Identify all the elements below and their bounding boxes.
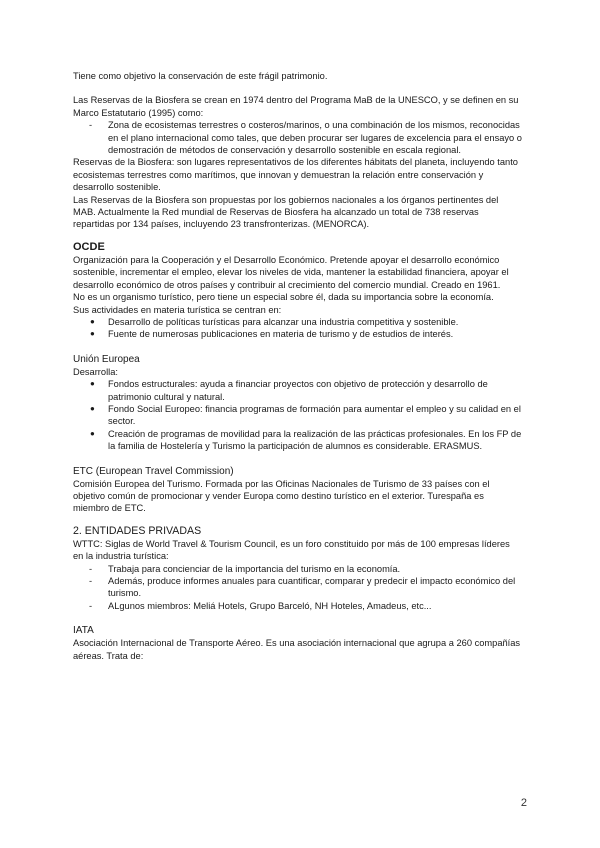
page-number: 2 (520, 797, 527, 809)
ocde-paragraph-3: Sus actividades en materia turística se centran en: (73, 304, 282, 315)
ue-paragraph-1: Desarrolla: (73, 366, 118, 377)
list-item: ● Desarrollo de políticas turísticas para alcanzar una industria competitiva y sostenible. (90, 316, 459, 327)
ue-bullet-list (73, 378, 522, 452)
biosfera-paragraph-3: Las Reservas de la Biosfera son propuestas por los gobiernos nacionales a los órganos pertinentes del MAB. Actualmente la Red mundial de Reservas de Biosfera ha alcanzado un total de 738 reservas repartidas por 134 países, incluyendo 23 transfronterizas. (MENORCA). (73, 194, 499, 230)
etc-heading: ETC (European Travel Commission) (73, 465, 234, 477)
list-item: - ALgunos miembros: Meliá Hotels, Grupo Barceló, NH Hoteles, Amadeus, etc... (89, 600, 432, 611)
list-item: - Zona de ecosistemas terrestres o costeros/marinos, o una combinación de los mismos, reconocidas en el plano internacional como tales, que deben procurar ser lugares de excelencia para el ensayo o demostración de métodos de conservación y desarrollo sostenible en escala regional. (89, 120, 522, 156)
list-item: ● Fondo Social Europeo: financia programas de formación para aumentar el empleo y su calidad en el sector. (90, 403, 521, 427)
ocde-bullet-list (73, 316, 522, 341)
intro-paragraph: Tiene como objetivo la conservación de este frágil patrimonio. (73, 71, 328, 81)
etc-paragraph-1: Comisión Europea del Turismo. Formada por las Oficinas Nacionales de Turismo de 33 países con el objetivo común de promocionar y vender Europa como destino turístico en el exterior. Turespaña es miembro de ETC. (73, 478, 490, 514)
ocde-paragraph-2: No es un organismo turístico, pero tiene un especial sobre él, dada su importancia sobre la economía. (73, 292, 494, 303)
list-item: ● Creación de programas de movilidad para la realización de las prácticas profesionales. En los FP de la familia de Hostelería y Turismo la participación de alumnos es considerable. ERASMUS. (90, 428, 522, 452)
biosfera-paragraph-2: Reservas de la Biosfera: son lugares representativos de los diferentes hábitats del planeta, incluyendo tanto ecosistemas terrestres como marítimos, que innovan y demuestran la relación entre conservación y desarrollo sostenible. (73, 157, 518, 193)
biosfera-paragraph-1: Las Reservas de la Biosfera se crean en 1974 dentro del Programa MaB de la UNESCO, y se definen en su Marco Estatutario (1995) como: (73, 95, 519, 118)
list-item: ● Fondos estructurales: ayuda a financiar proyectos con objetivo de protección y desarrollo de patrimonio cultural y natural. (90, 379, 488, 402)
ocde-heading: OCDE (73, 240, 105, 253)
iata-heading: IATA (73, 625, 94, 637)
ue-heading: Unión Europea (73, 353, 140, 365)
iata-paragraph-1: Asociación Internacional de Transporte Aéreo. Es una asociación internacional que agrupa a 260 compañías aéreas. Trata de: (73, 638, 521, 661)
privadas-dash-list (73, 563, 522, 613)
list-item: ● Fuente de numerosas publicaciones en materia de turismo y de estudios de interés. (90, 329, 454, 340)
ocde-paragraph-1: Organización para la Cooperación y el Desarrollo Económico. Pretende apoyar el desarrollo económico sostenible, incrementar el empleo, elevar los niveles de vida, mantener la estabilidad financiera, apoyar el desarrollo económico de otros países y contribuir al crecimiento del comercio mundial. Creado en 1961. (73, 254, 509, 290)
list-item: - Además, produce informes anuales para cuantificar, comparar y predecir el impacto económico del turismo. (89, 576, 516, 599)
list-item: - Trabaja para concienciar de la importancia del turismo en la economía. (89, 563, 401, 574)
privadas-paragraph-1: WTTC: Siglas de World Travel & Tourism Council, es un foro constituido por más de 100 empresas líderes en la industria turística: (73, 538, 510, 562)
biosfera-dash-list (73, 119, 522, 156)
privadas-heading: 2. ENTIDADES PRIVADAS (73, 524, 202, 537)
